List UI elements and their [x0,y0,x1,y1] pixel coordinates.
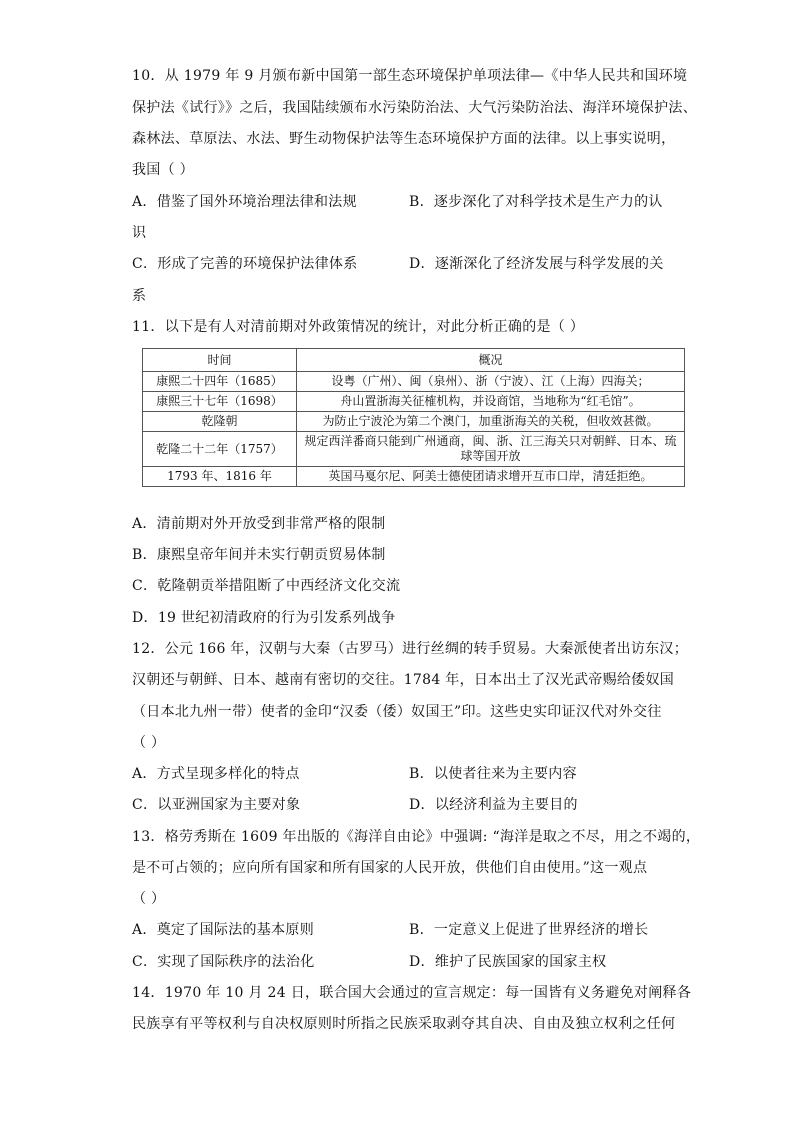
q11-option-c: C．乾隆朝贡举措阻断了中西经济文化交流 [132,578,401,594]
policy-table [142,348,685,487]
q14-stem-line-2: 民族享有平等权利与自决权原则时所指之民族采取剥夺其自决、自由及独立权利之任何 [132,1016,676,1032]
q13-option-c: C．实现了国际秩序的法治化 [132,954,315,970]
table-row [143,392,685,412]
table-cell-overview: 舟山置浙海关征榷机构，并设商馆，当地称为“红毛馆”。 [297,392,685,412]
q11-option-b: B．康熙皇帝年间并未实行朝贡贸易体制 [132,547,386,563]
table-row [143,467,685,487]
table-header-overview: 概况 [297,349,685,372]
q11-option-d: D．19 世纪初清政府的行为引发系列战争 [132,610,396,626]
table-cell-time: 乾隆朝 [143,412,297,432]
q10-option-b-wrap: 识 [132,225,147,241]
q12-stem-line-1: 12．公元 166 年，汉朝与大秦（古罗马）进行丝绸的转手贸易。大秦派使者出访东汉； [132,641,689,657]
q11-option-a: A．清前期对外开放受到非常严格的限制 [132,516,386,532]
table-cell-overview: 设粤（广州）、闽（泉州）、浙（宁波）、江（上海）四海关； [297,372,685,392]
q12-stem-line-3: （日本北九州一带）使者的金印“汉委（倭）奴国王”印。这些史实印证汉代对外交往 [132,704,662,720]
q12-option-a: A．方式呈现多样化的特点 [132,766,300,782]
table-row [143,412,685,432]
q13-stem-line-1: 13．格劳秀斯在 1609 年出版的《海洋自由论》中强调: “海洋是取之不尽，用之不竭的， [132,829,701,845]
table-cell-time: 1793 年、1816 年 [143,467,297,487]
q13-option-d: D．维护了民族国家的国家主权 [409,954,607,970]
q12-stem-line-2: 汉朝还与朝鲜、日本、越南有密切的交往。1784 年，日本出土了汉光武帝赐给倭奴国 [132,672,675,688]
table-header-row [143,349,685,372]
q10-option-d: D．逐渐深化了经济发展与科学发展的关 [409,256,664,272]
q12-option-d: D．以经济利益为主要目的 [409,797,578,813]
table-row [143,372,685,392]
table-header-time: 时间 [143,349,297,372]
q11-stem: 11．以下是有人对清前期对外政策情况的统计，对此分析正确的是（ ） [132,319,585,335]
q10-stem-line-1: 10．从 1979 年 9 月颁布新中国第一部生态环境保护单项法律—《中华人民共和国环境 [132,68,688,84]
q12-stem-line-4: （ ） [132,735,166,751]
q13-option-a: A．奠定了国际法的基本原则 [132,922,315,938]
q10-stem-line-3: 森林法、草原法、水法、野生动物保护法等生态环境保护方面的法律。以上事实说明， [132,131,676,147]
q14-stem-line-1: 14．1970 年 10 月 24 日，联合国大会通过的宣言规定：每一国皆有义务避免对阐释各 [132,985,692,1001]
q13-option-b: B．一定意义上促进了世界经济的增长 [409,922,649,938]
q10-option-d-wrap: 系 [132,288,147,304]
table-cell-time: 康熙二十四年（1685） [143,372,297,392]
q10-stem-line-4: 我国（ ） [132,162,194,178]
table-cell-time: 乾隆二十二年（1757） [143,432,297,467]
q10-option-a: A．借鉴了国外环境治理法律和法规 [132,194,357,210]
q12-option-c: C．以亚洲国家为主要对象 [132,797,301,813]
q13-stem-line-3: （ ） [132,891,166,907]
q10-stem-line-2: 保护法《试行》》之后，我国陆续颁布水污染防治法、大气污染防治法、海洋环境保护法、 [132,100,697,116]
q12-option-b: B．以使者往来为主要内容 [409,766,577,782]
q10-option-b: B．逐步深化了对科学技术是生产力的认 [409,194,663,210]
table-cell-overview: 英国马戛尔尼、阿美士德使团请求增开互市口岸，清廷拒绝。 [297,467,685,487]
table-cell-overview: 为防止宁波沦为第二个澳门，加重浙海关的关税，但收效甚微。 [297,412,685,432]
table-cell-time: 康熙三十七年（1698） [143,392,297,412]
q10-option-c: C．形成了完善的环境保护法律体系 [132,256,358,272]
q13-stem-line-2: 是不可占领的；应向所有国家和所有国家的人民开放，供他们自由使用。”这一观点 [132,860,648,876]
table-row [143,432,685,467]
table-cell-overview: 规定西洋番商只能到广州通商，闽、浙、江三海关只对朝鲜、日本、琉球等国开放 [297,432,685,467]
